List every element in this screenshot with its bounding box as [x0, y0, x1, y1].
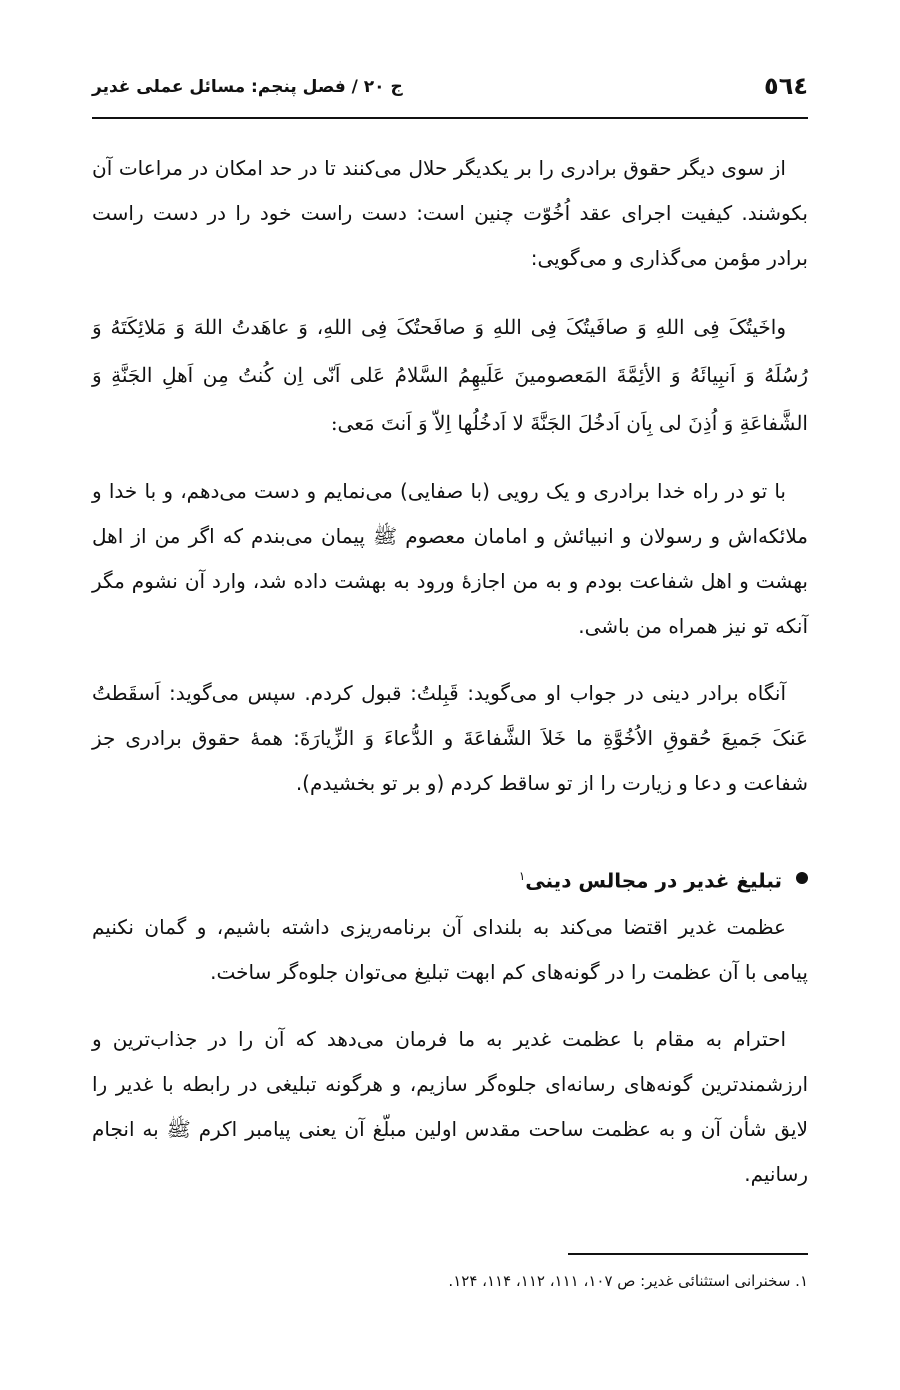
- page-header: [92, 70, 808, 110]
- paragraph-response: آنگاه برادر دینی در جواب او می‌گوید: قَبِلتُ: قبول کردم. سپس می‌گوید: اَسقَطتُ عَنکَ جَمیعَ حُقوقِ الاُخُوَّةِ ما خَلاَ الشَّفاعَةَ و الدُّعاءَ وَ الزِّیارَةَ: همهٔ حقوق برادری جز شفاعت و دعا و زیارت را از تو ساقط کردم (و بر تو بخشیدم).: [92, 681, 808, 795]
- section-heading: [92, 858, 808, 899]
- header-rule: [92, 117, 808, 119]
- paragraph-section-2: احترام به مقام با عظمت غدیر به ما فرمان می‌دهد که آن را در جذاب‌ترین و ارزشمندترین گونه‌های رسانه‌ای جلوه‌گر سازیم، و هرگونه تبلیغی در رابطه با غدیر را لایق شأن آن و به عظمت ساحت مقدس اولین مبلّغ آن یعنی پیامبر اکرم ﷺ به انجام رسانیم.: [92, 1026, 808, 1186]
- footnote-rule: [568, 1253, 808, 1255]
- paragraph-section-1: عظمت غدیر اقتضا می‌کند به بلندای آن برنامه‌ریزی داشته باشیم، و گمان نکنیم پیامی با آن عظمت را در گونه‌های کم ابهت تبلیغ می‌توان جلوه‌گر ساخت.: [92, 914, 808, 984]
- bullet-icon: [796, 872, 808, 884]
- section-heading-text: [519, 858, 782, 899]
- paragraph-translation: با تو در راه خدا برادری و یک رویی (با صفایی) می‌نمایم و دست می‌دهم، و با خدا و ملائکه‌اش و رسولان و انبیائش و امامان معصوم ﷺ پیمان می‌بندم که اگر من از اهل بهشت و اهل شفاعت بودم و به من اجازهٔ ورود به بهشت داده شد، وارد آن نشوم مگر آنکه تو نیز همراه من باشی.: [92, 479, 808, 638]
- footnote: ۱. سخنرانی استثنائی غدیر: ص ۱۰۷، ۱۱۱، ۱۱۲، ۱۱۴، ۱۲۴.: [448, 1272, 808, 1290]
- paragraph-intro: از سوی دیگر حقوق برادری را بر یکدیگر حلال می‌کنند تا در حد امکان در مراعات آن بکوشند. کیفیت اجرای عقد اُخُوّت چنین است: دست راست خود را در دست راست برادر مؤمن می‌گذاری و می‌گویی:: [92, 156, 808, 270]
- paragraph-arabic-oath: واخَیتُکَ فِی اللهِ وَ صافَیتُکَ فِی اللهِ وَ صافَحتُکَ فِی اللهِ، وَ عاهَدتُ اللهَ وَ مَلائِکَتَهُ وَ رُسُلَهُ وَ اَنبِیائَهُ وَ الأئِمَّةَ المَعصومینَ عَلَیهِمُ السَّلامُ عَلی اَنّی اِن کُنتُ مِن اَهلِ الجَنَّةِ وَ الشَّفاعَةِ وَ اُذِنَ لی بِاَن اَدخُلَ الجَنَّةَ لا اَدخُلُها اِلاّ وَ اَنتَ مَعی:: [92, 315, 808, 435]
- section-heading-label: تبلیغ غدیر در مجالس دینی: [525, 868, 782, 893]
- footnote-mark: ۱: [518, 869, 526, 883]
- page-number: ٥٦٤: [764, 72, 808, 100]
- running-head: ج ۲۰ / فصل پنجم: مسائل عملی غدیر: [92, 77, 403, 97]
- body-text: [92, 146, 808, 1219]
